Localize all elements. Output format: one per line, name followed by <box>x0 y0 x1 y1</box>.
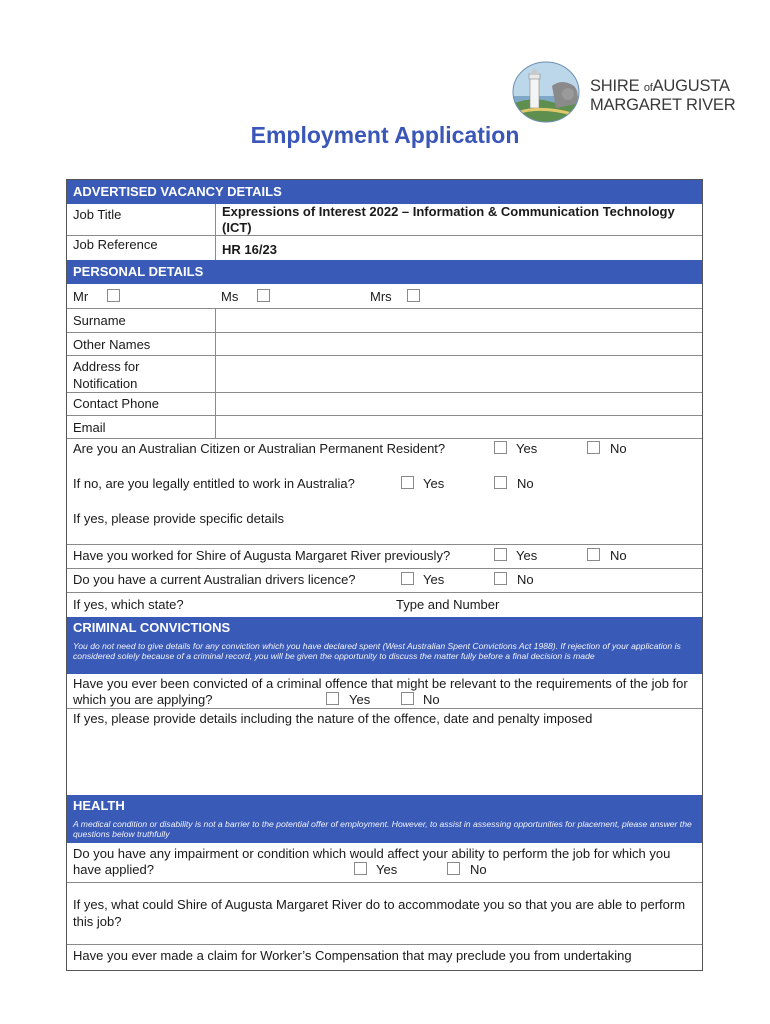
logo-line1-of: of <box>643 82 653 94</box>
impairment-yes-checkbox[interactable] <box>354 862 367 875</box>
impairment-question: Do you have any impairment or condition which would affect your ability to perform the job for which you have applied? <box>73 846 671 877</box>
specific-details-label: If yes, please provide specific details <box>73 511 284 526</box>
section-header-vacancy: ADVERTISED VACANCY DETAILS <box>67 180 702 204</box>
worked-no-checkbox[interactable] <box>587 548 600 561</box>
contact-phone-field[interactable] <box>216 393 701 415</box>
logo-line1-end: AUGUSTA <box>652 77 730 95</box>
divider <box>67 235 702 236</box>
logo-line2: MARGARET RIVER <box>590 96 736 114</box>
title-mrs-label: Mrs <box>370 289 392 304</box>
title-ms-checkbox[interactable] <box>257 289 270 302</box>
divider <box>215 308 216 438</box>
surname-label: Surname <box>73 313 126 328</box>
licence-yes-checkbox[interactable] <box>401 572 414 585</box>
contact-phone-label: Contact Phone <box>73 396 160 411</box>
entitled-yes-checkbox[interactable] <box>401 476 414 489</box>
section-header-health: HEALTH <box>67 795 702 817</box>
address-field[interactable] <box>216 356 701 392</box>
logo-line1-main: SHIRE <box>590 77 640 95</box>
criminal-yes-checkbox[interactable] <box>326 692 339 705</box>
entitled-no-checkbox[interactable] <box>494 476 507 489</box>
email-label: Email <box>73 420 106 435</box>
job-title-value: Expressions of Interest 2022 – Information & Communication Technology (ICT) <box>222 204 675 235</box>
accommodate-question: If yes, what could Shire of Augusta Margaret River do to accommodate you so that you are able to perform this job? <box>73 897 686 929</box>
citizen-no-label: No <box>610 441 627 456</box>
surname-field[interactable] <box>216 309 701 332</box>
criminal-no-checkbox[interactable] <box>401 692 414 705</box>
criminal-details-label: If yes, please provide details including the nature of the offence, date and penalty imposed <box>73 711 593 726</box>
impairment-no-checkbox[interactable] <box>447 862 460 875</box>
title-mrs-checkbox[interactable] <box>407 289 420 302</box>
title-ms-label: Ms <box>221 289 239 304</box>
divider <box>67 544 702 545</box>
divider <box>67 944 702 945</box>
email-field[interactable] <box>216 416 701 438</box>
section-header-criminal: CRIMINAL CONVICTIONS <box>67 617 702 639</box>
criminal-question: Have you ever been convicted of a criminal offence that might be relevant to the requirements of the job for which you are applying? <box>73 676 688 707</box>
criminal-yes-label: Yes <box>349 692 371 707</box>
job-reference-value: HR 16/23 <box>222 242 277 257</box>
licence-yes-label: Yes <box>423 572 445 587</box>
page-title: Employment Application <box>250 122 520 148</box>
divider <box>67 882 702 883</box>
impairment-no-label: No <box>470 862 487 877</box>
title-mr-checkbox[interactable] <box>107 289 120 302</box>
divider <box>67 708 702 709</box>
citizen-question: Are you an Australian Citizen or Australian Permanent Resident? <box>73 441 446 456</box>
title-mr-label: Mr <box>73 289 89 304</box>
job-reference-label: Job Reference <box>73 237 158 252</box>
shire-logo <box>512 56 734 124</box>
section-header-personal: PERSONAL DETAILS <box>67 260 702 284</box>
criminal-details-field[interactable] <box>68 728 701 794</box>
other-names-label: Other Names <box>73 337 151 352</box>
application-form <box>66 179 703 971</box>
divider <box>67 438 702 439</box>
citizen-yes-checkbox[interactable] <box>494 441 507 454</box>
divider <box>215 204 216 260</box>
entitled-no-label: No <box>517 476 534 491</box>
licence-no-checkbox[interactable] <box>494 572 507 585</box>
licence-no-label: No <box>517 572 534 587</box>
worked-no-label: No <box>610 548 627 563</box>
worked-yes-checkbox[interactable] <box>494 548 507 561</box>
entitled-yes-label: Yes <box>423 476 445 491</box>
worked-yes-label: Yes <box>516 548 538 563</box>
divider <box>67 568 702 569</box>
impairment-yes-label: Yes <box>376 862 398 877</box>
address-label: Address for Notification <box>73 359 140 391</box>
lighthouse-emblem-icon <box>512 56 582 124</box>
criminal-note: You do not need to give details for any conviction which you have declared spent (West Australian Spent Convictions Act 1988). If rejection of your application is considered solely because of a criminal record, you will be given the opportunity to discuss the matter fully before a final decision is made <box>67 639 702 674</box>
shire-logo-text <box>590 78 735 114</box>
citizen-yes-label: Yes <box>516 441 538 456</box>
workers-comp-question: Have you ever made a claim for Worker’s Compensation that may preclude you from undertaking <box>73 948 632 963</box>
licence-question: Do you have a current Australian drivers licence? <box>73 572 356 587</box>
health-note: A medical condition or disability is not a barrier to the potential offer of employment. However, to assist in assessing opportunities for placement, please answer the questions below truthfully <box>67 817 702 843</box>
licence-state-label: If yes, which state? <box>73 597 184 612</box>
criminal-no-label: No <box>423 692 440 707</box>
specific-details-field[interactable] <box>68 528 701 544</box>
citizen-no-checkbox[interactable] <box>587 441 600 454</box>
job-title-label: Job Title <box>73 207 122 222</box>
entitled-question: If no, are you legally entitled to work in Australia? <box>73 476 355 491</box>
worked-previously-question: Have you worked for Shire of Augusta Margaret River previously? <box>73 548 451 563</box>
divider <box>67 592 702 593</box>
licence-type-number-label: Type and Number <box>396 597 500 612</box>
other-names-field[interactable] <box>216 333 701 355</box>
